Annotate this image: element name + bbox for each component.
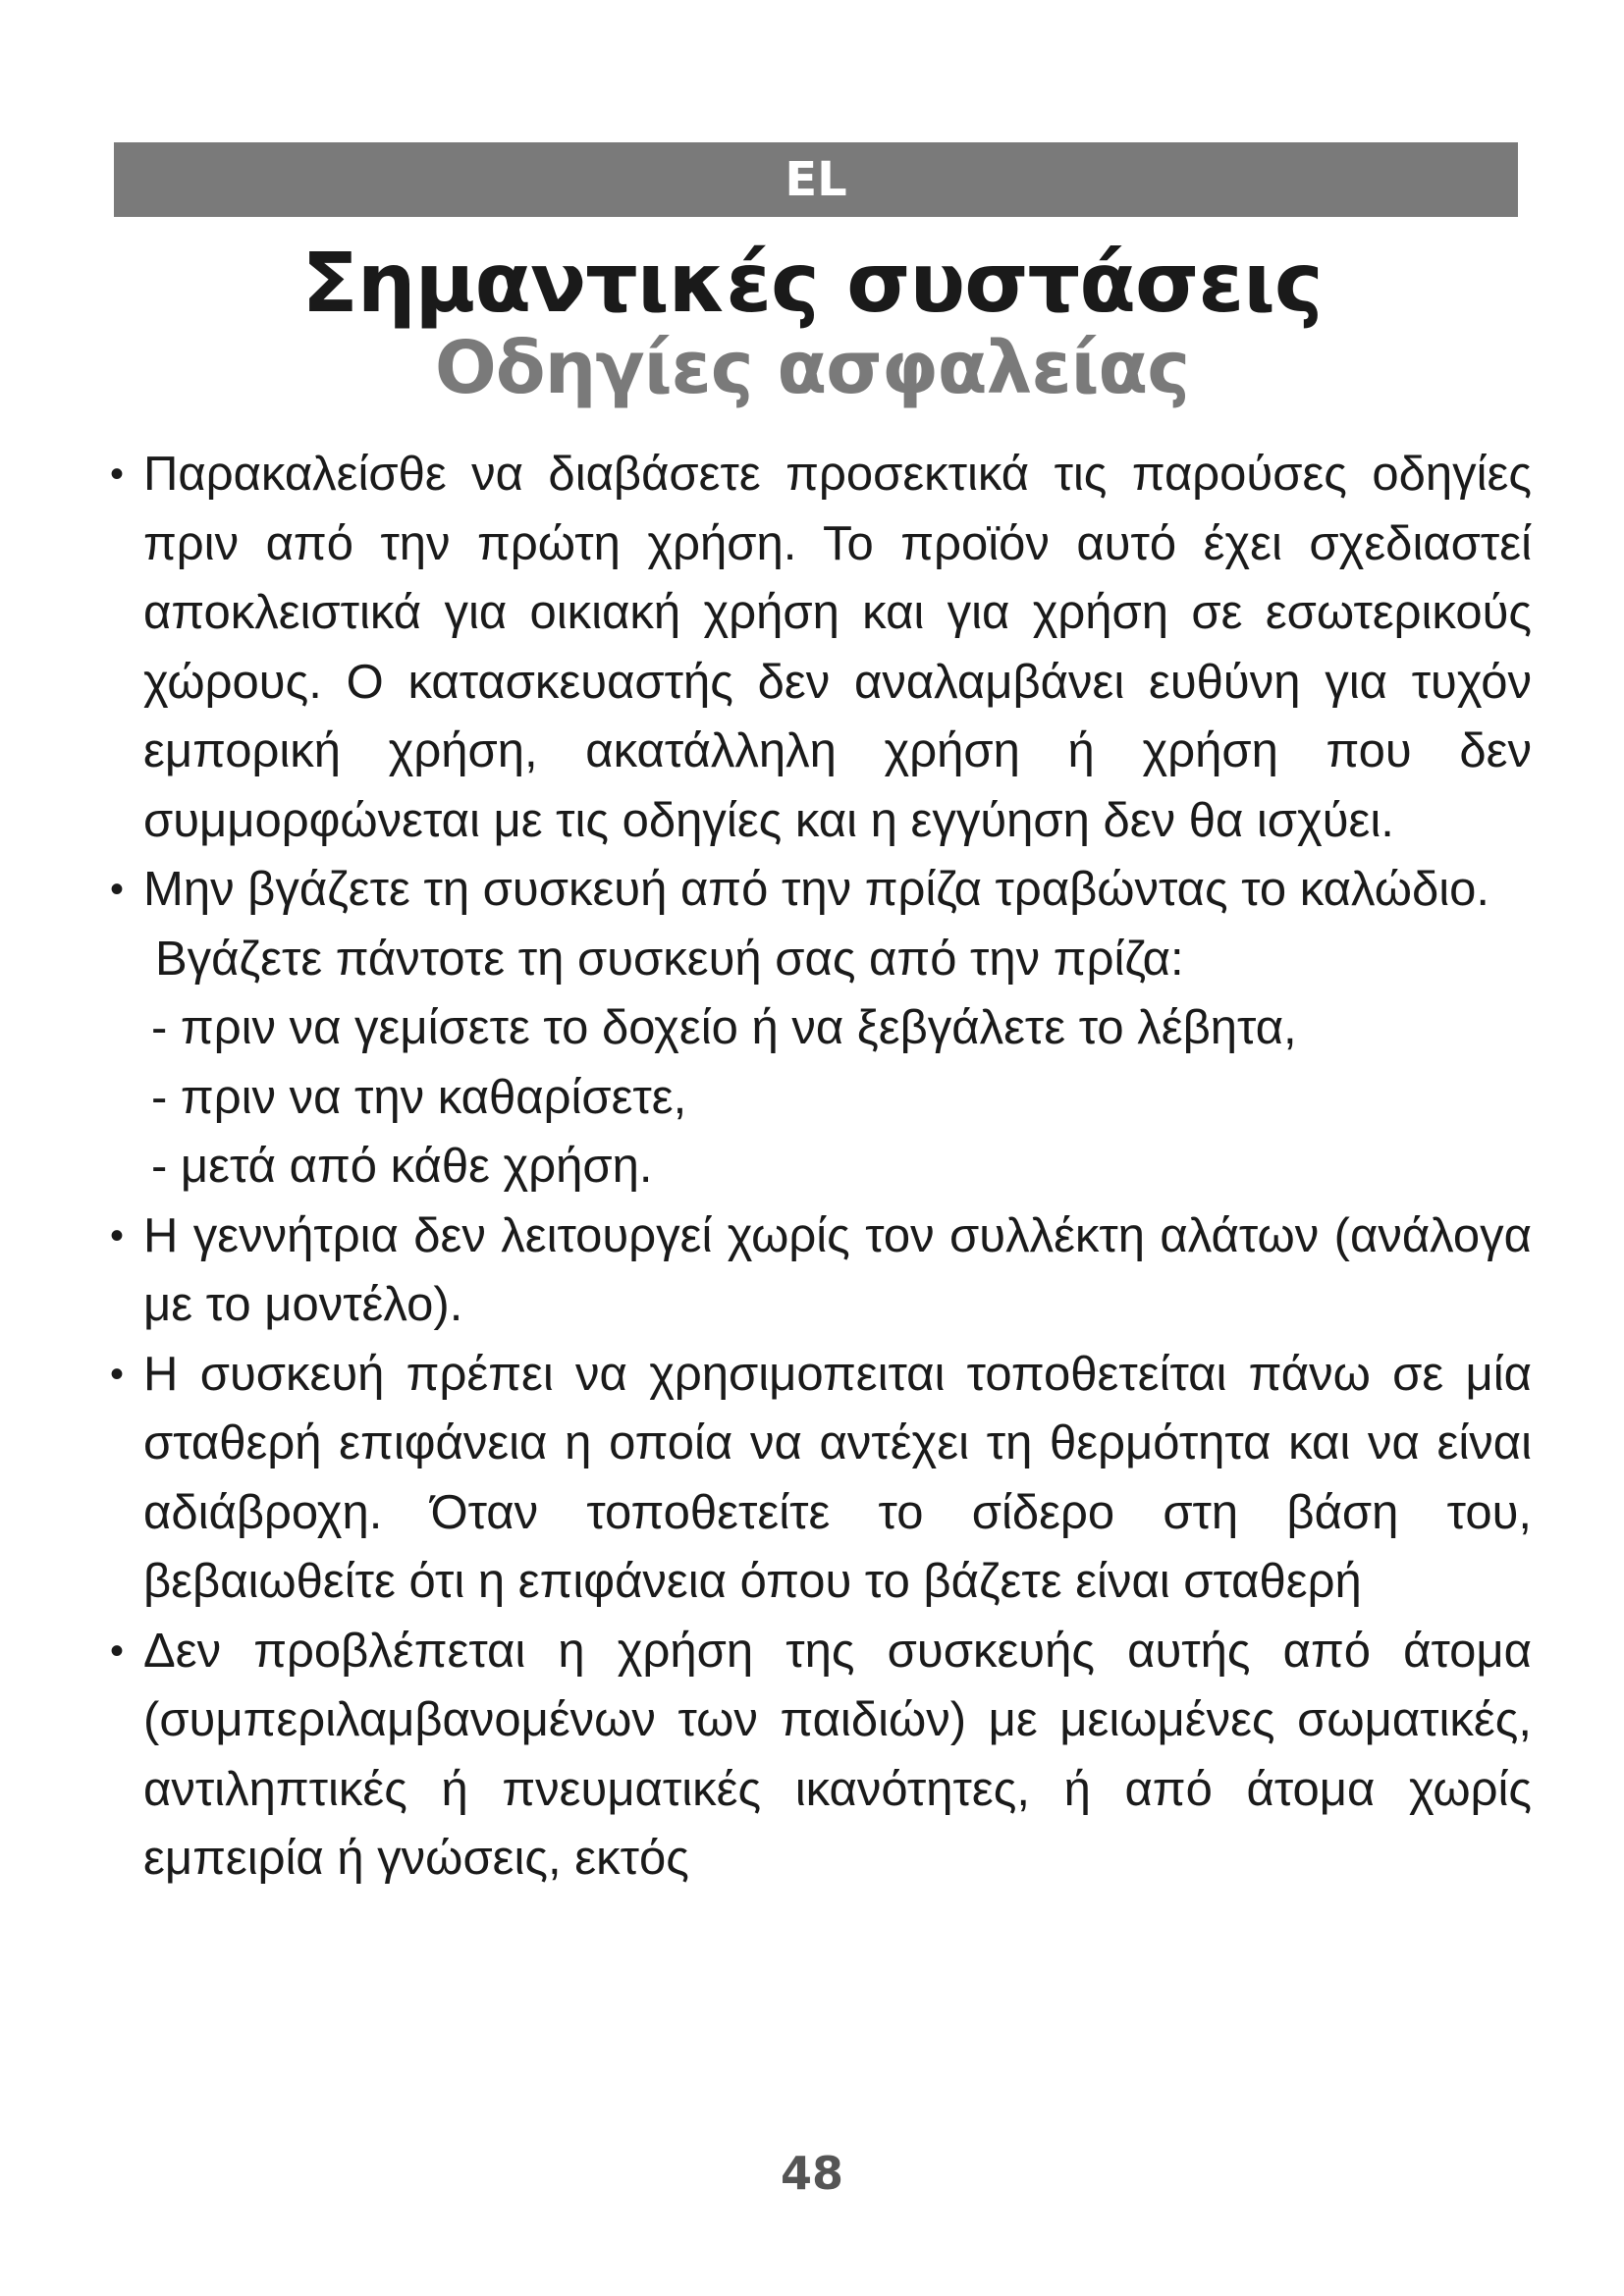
page-number: 48 — [780, 2147, 843, 2200]
instruction-bullet-4: • Η συσκευή πρέπει να χρησιμοπειται τοποθετείται πάνω σε μία σταθερή επιφάνεια η οποία να αντέχει τη θερμότητα και να είναι αδιάβροχη. Όταν τοποθετείτε το σίδερο στη βάση του, βεβαιωθείτε ότι η επιφάνεια όπου το βάζετε είναι σταθερή — [110, 1340, 1532, 1617]
instruction-bullet-1: • Παρακαλείσθε να διαβάσετε προσεκτικά τις παρούσες οδηγίες πριν από την πρώτη χρήση. Το προϊόν αυτό έχει σχεδιαστεί αποκλειστικά για οικιακή χρήση και για χρήση σε εσωτερικούς χώρους. Ο κατασκευαστής δεν αναλαμβάνει ευθύνη για τυχόν εμπορική χρήση, ακατάλληλη χρήση ή χρήση που δεν συμμορφώνεται με τις οδηγίες και η εγγύηση δεν θα ισχύει. — [110, 440, 1532, 855]
unplug-item-1: - πριν να γεμίσετε το δοχείο ή να ξεβγάλετε το λέβητα, — [151, 1001, 1297, 1054]
page-subtitle: Οδηγίες ασφαλείας — [434, 326, 1190, 410]
language-code: EL — [785, 152, 847, 207]
instruction-bullet-2: • Μην βγάζετε τη συσκευή από την πρίζα τραβώντας το καλώδιο. — [110, 855, 1532, 925]
unplug-intro: Βγάζετε πάντοτε τη συσκευή σας από την πρίζα: — [155, 932, 1184, 986]
unplug-item-3: - μετά από κάθε χρήση. — [151, 1140, 653, 1193]
page-title: Σημαντικές συστάσεις — [301, 235, 1323, 331]
unplug-item-2: - πριν να την καθαρίσετε, — [151, 1070, 687, 1124]
instruction-bullet-3: • Η γεννήτρια δεν λειτουργεί χωρίς τον συλλέκτη αλάτων (ανάλογα με το μοντέλο). — [110, 1201, 1532, 1340]
instruction-bullet-5: • Δεν προβλέπεται η χρήση της συσκευής αυτής από άτομα (συμπεριλαμβανομένων των παιδιών) με μειωμένες σωματικές, αντιληπτικές ή πνευματικές ικανότητες, ή από άτομα χωρίς εμπειρία ή γνώσεις, εκτός — [110, 1617, 1532, 1894]
safety-instructions — [110, 440, 1532, 1894]
language-bar — [114, 142, 1518, 217]
